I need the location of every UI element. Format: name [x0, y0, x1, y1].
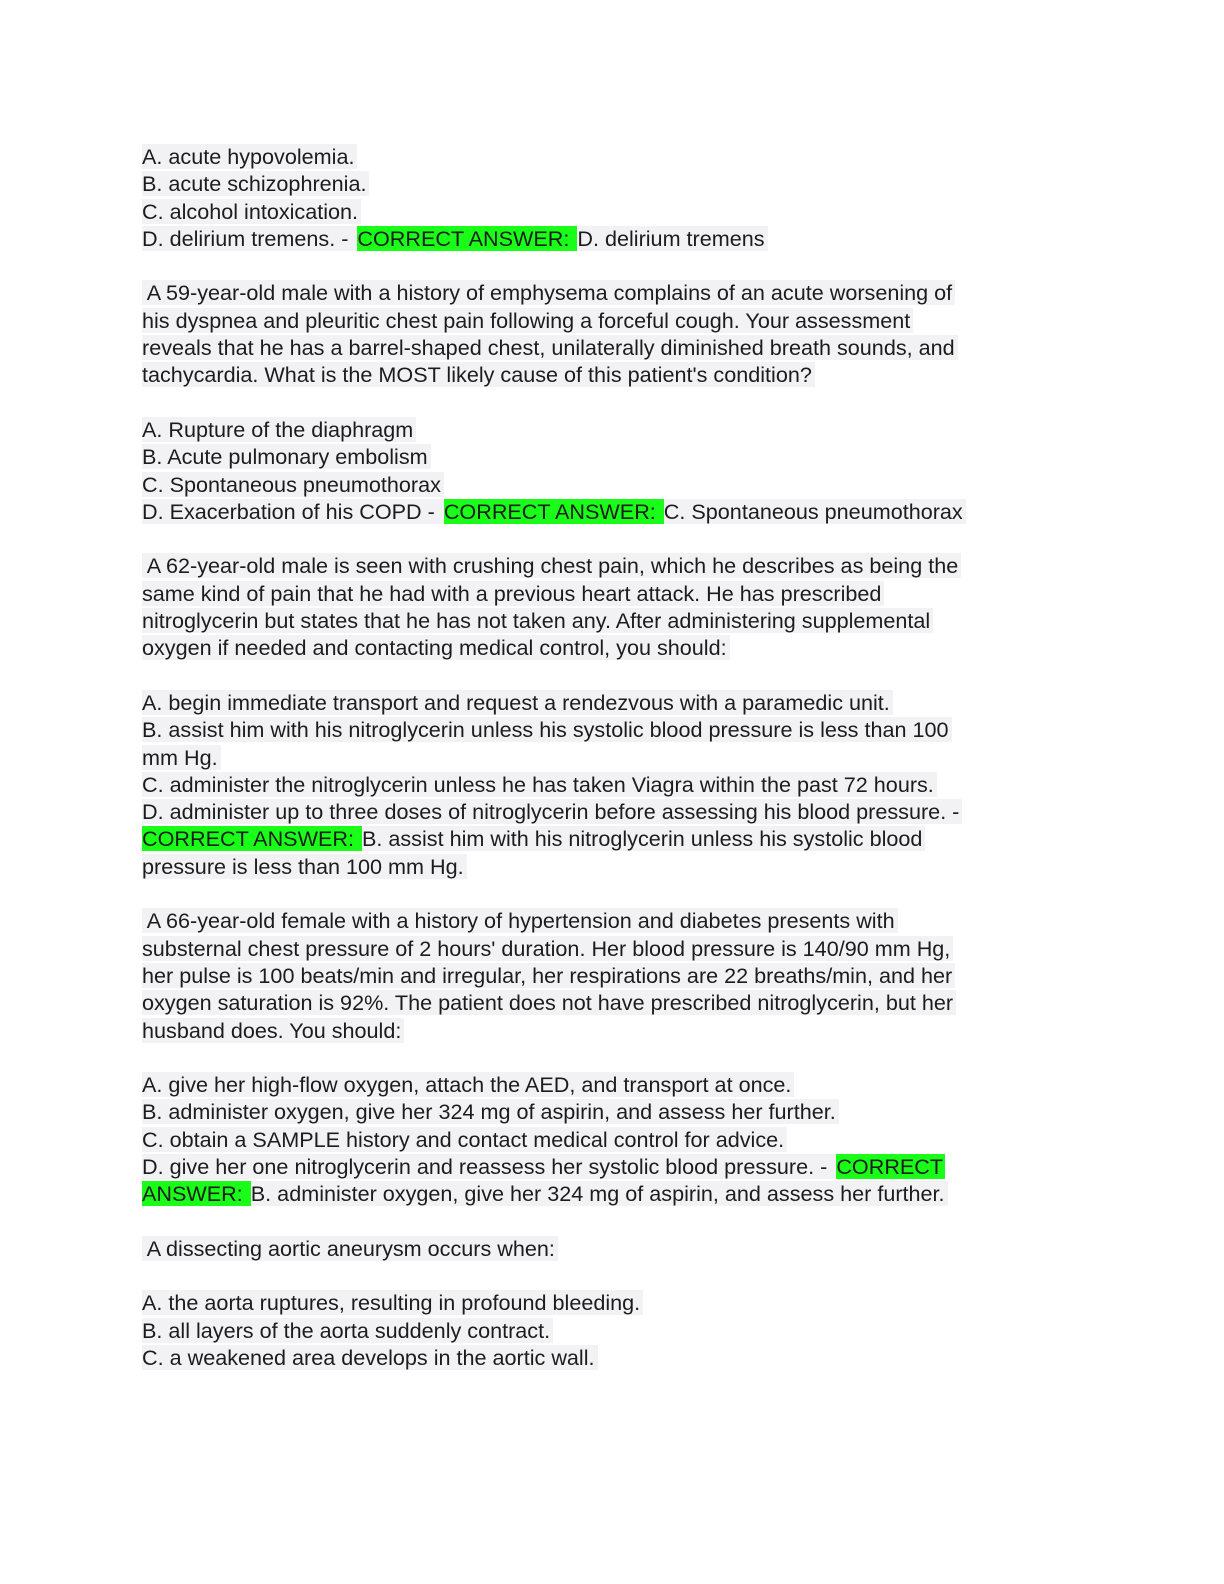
q-aneurysm-stem [142, 1235, 1052, 1262]
line-text: his dyspnea and pleuritic chest pain following a forceful cough. Your assessment [142, 308, 913, 333]
line-text: A 59-year-old male with a history of emphysema complains of an acute worsening of [142, 280, 955, 305]
line-text: reveals that he has a barrel-shaped chest, unilaterally diminished breath sounds, and [142, 335, 958, 360]
line-text: A dissecting aortic aneurysm occurs when: [142, 1236, 558, 1261]
document-page [142, 143, 1052, 1371]
text-line [142, 907, 1052, 934]
answer-text: B. assist him with his nitroglycerin unless his systolic blood [362, 826, 925, 851]
line-text: D. delirium tremens. - [142, 226, 357, 251]
text-line [142, 1098, 1052, 1125]
line-text: husband does. You should: [142, 1018, 404, 1043]
q-delirium-options [142, 143, 1052, 252]
line-text: oxygen saturation is 92%. The patient does not have prescribed nitroglycerin, but her [142, 990, 956, 1015]
answer-text: D. delirium tremens [577, 226, 767, 251]
paragraph-gap [142, 880, 1052, 907]
text-line [142, 143, 1052, 170]
answer-text: C. Spontaneous pneumothorax [664, 499, 966, 524]
line-text: B. acute schizophrenia. [142, 171, 369, 196]
text-line [142, 853, 1052, 880]
text-line [142, 1071, 1052, 1098]
text-line [142, 1153, 1052, 1180]
text-line [142, 170, 1052, 197]
text-line [142, 1017, 1052, 1044]
line-text: D. Exacerbation of his COPD - [142, 499, 444, 524]
text-line [142, 580, 1052, 607]
paragraph-gap [142, 662, 1052, 689]
q-chestpain-stem [142, 552, 1052, 661]
q-aneurysm-options [142, 1289, 1052, 1371]
text-line [142, 989, 1052, 1016]
line-text: A. Rupture of the diaphragm [142, 417, 416, 442]
text-line [142, 552, 1052, 579]
text-line [142, 716, 1052, 743]
line-text: B. assist him with his nitroglycerin unless his systolic blood pressure is less than 100 [142, 717, 952, 742]
line-text: D. give her one nitroglycerin and reassess her systolic blood pressure. - [142, 1154, 836, 1179]
text-line [142, 689, 1052, 716]
line-text: mm Hg. [142, 745, 221, 770]
line-text: A. give her high-flow oxygen, attach the AED, and transport at once. [142, 1072, 794, 1097]
line-text: B. Acute pulmonary embolism [142, 444, 431, 469]
correct-answer-highlight: CORRECT ANSWER: [357, 225, 576, 251]
text-line [142, 307, 1052, 334]
text-line [142, 1180, 1052, 1207]
paragraph-gap [142, 1208, 1052, 1235]
answer-text: B. administer oxygen, give her 324 mg of aspirin, and assess her further. [251, 1181, 948, 1206]
paragraph-gap [142, 252, 1052, 279]
paragraph-gap [142, 525, 1052, 552]
text-line [142, 416, 1052, 443]
q-hypertension-options [142, 1071, 1052, 1207]
line-text: C. Spontaneous pneumothorax [142, 472, 444, 497]
line-text: A. begin immediate transport and request a rendezvous with a paramedic unit. [142, 690, 893, 715]
line-text: oxygen if needed and contacting medical control, you should: [142, 635, 730, 660]
text-line [142, 771, 1052, 798]
line-text: C. obtain a SAMPLE history and contact medical control for advice. [142, 1127, 787, 1152]
text-line [142, 1126, 1052, 1153]
text-line [142, 1289, 1052, 1316]
line-text: A 62-year-old male is seen with crushing chest pain, which he describes as being the [142, 553, 961, 578]
q-emphysema-options [142, 416, 1052, 525]
line-text: C. administer the nitroglycerin unless he has taken Viagra within the past 72 hours. [142, 772, 937, 797]
q-chestpain-options [142, 689, 1052, 880]
text-line [142, 744, 1052, 771]
text-line [142, 634, 1052, 661]
line-text: A. the aorta ruptures, resulting in profound bleeding. [142, 1290, 643, 1315]
line-text: same kind of pain that he had with a previous heart attack. He has prescribed [142, 581, 884, 606]
line-text: B. all layers of the aorta suddenly contract. [142, 1318, 553, 1343]
line-text: A 66-year-old female with a history of hypertension and diabetes presents with [142, 908, 898, 933]
text-line [142, 825, 1052, 852]
paragraph-gap [142, 1044, 1052, 1071]
text-line [142, 334, 1052, 361]
line-text: tachycardia. What is the MOST likely cause of this patient's condition? [142, 362, 815, 387]
correct-answer-highlight: CORRECT [836, 1153, 944, 1179]
line-text: B. administer oxygen, give her 324 mg of aspirin, and assess her further. [142, 1099, 839, 1124]
text-line [142, 225, 1052, 252]
text-line [142, 798, 1052, 825]
text-line [142, 279, 1052, 306]
line-text: substernal chest pressure of 2 hours' duration. Her blood pressure is 140/90 mm Hg, [142, 936, 953, 961]
text-line [142, 198, 1052, 225]
line-text: pressure is less than 100 mm Hg. [142, 854, 467, 879]
correct-answer-highlight: ANSWER: [142, 1181, 249, 1207]
line-text: C. alcohol intoxication. [142, 199, 361, 224]
q-hypertension-stem [142, 907, 1052, 1043]
text-line [142, 443, 1052, 470]
text-line [142, 471, 1052, 498]
line-text: nitroglycerin but states that he has not taken any. After administering supplemental [142, 608, 933, 633]
text-line [142, 935, 1052, 962]
text-line [142, 1317, 1052, 1344]
line-text: C. a weakened area develops in the aortic wall. [142, 1345, 598, 1370]
text-line [142, 498, 1052, 525]
text-line [142, 607, 1052, 634]
text-line [142, 962, 1052, 989]
text-line [142, 361, 1052, 388]
paragraph-gap [142, 389, 1052, 416]
text-line [142, 1344, 1052, 1371]
paragraph-gap [142, 1262, 1052, 1289]
line-text: A. acute hypovolemia. [142, 144, 357, 169]
text-line [142, 1235, 1052, 1262]
correct-answer-highlight: CORRECT ANSWER: [443, 498, 662, 524]
correct-answer-highlight: CORRECT ANSWER: [142, 826, 360, 852]
q-emphysema-stem [142, 279, 1052, 388]
line-text: D. administer up to three doses of nitroglycerin before assessing his blood pressure. - [142, 799, 962, 824]
line-text: her pulse is 100 beats/min and irregular, her respirations are 22 breaths/min, and her [142, 963, 955, 988]
